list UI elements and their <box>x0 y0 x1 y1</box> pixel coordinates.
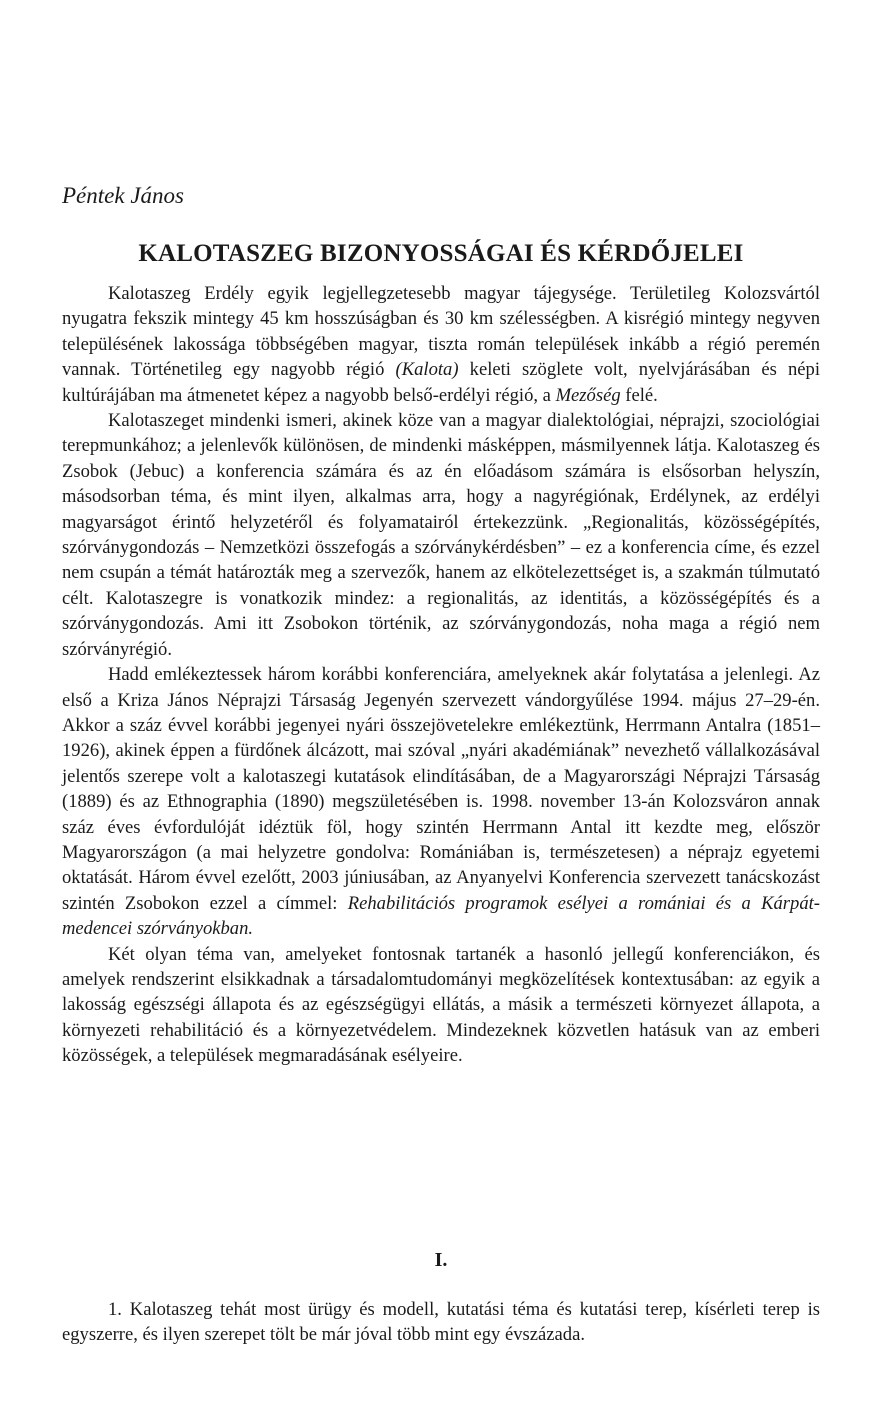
article-body <box>62 281 820 1069</box>
paragraph-3 <box>62 662 820 941</box>
section-paragraph-1: 1. Kalotaszeg tehát most ürügy és modell, kutatási téma és kutatási terep, kísérleti terep is egyszerre, és ilyen szerepet tölt be már jóval több mint egy évszázada. <box>62 1299 820 1346</box>
paragraph-1-italic-kalota: (Kalota) <box>395 359 459 381</box>
paragraph-3-text: Hadd emlékeztessek három korábbi konferenciára, amelyeknek akár folytatása a jelenlegi. Az első a Kriza János Néprajzi Társaság Jegenyén szervezett vándorgyűlése 1994. május 27–29-én. Akkor a száz évvel korábbi jegenyei nyári összejövetelekre emlékeztünk, Herrmann Antalra (1851–1926), akinek éppen a fürdőnek álcázott, mai szóval „nyári akadémiának” nevezhető vállalkozásával jelentős szerepe volt a kalotaszegi kutatások elindításában, de a Magyarországi Néprajzi Társaság (1889) és az Ethnographia (1890) megszületésében is. 1998. november 13-án Kolozsváron annak száz éves évfordulóját idéztük föl, hogy szintén Herrmann Antal itt kezdte meg, először Magyarországon (a mai helyzetre gondolva: Romániában is, természetesen) a néprajz egyetemi oktatását. Három évvel ezelőtt, 2003 júniusában, az Anyanyelvi Konferencia szervezett tanácskozást szintén Zsobokon ezzel a címmel: <box>62 664 820 914</box>
paragraph-1-text-b: keleti szöglete volt, nyelvjárásában és népi kultúrájában ma átmenetet képez a nagyobb belső-erdélyi régió, a <box>62 359 820 406</box>
paragraph-1-text-c: felé. <box>620 384 658 406</box>
paragraph-1 <box>62 281 820 408</box>
section-heading: I. <box>434 1249 448 1271</box>
author-name: Péntek János <box>62 183 184 208</box>
paragraph-3-italic-title: Rehabilitációs programok esélyei a romániai és a Kárpát-medencei szórványokban. <box>62 892 820 940</box>
paragraph-1-text-a: Kalotaszeg Erdély egyik legjellegzetesebb magyar tájegysége. Területileg Kolozsvártól nyugatra fekszik mintegy 45 km hosszúságban és 30 km szélességben. A kisrégió mintegy negyven településének lakossága többségében magyar, tiszta román települések inkább a régió peremén vannak. Történetileg egy nagyobb régió <box>62 283 820 381</box>
paragraph-2: Kalotaszeget mindenki ismeri, akinek köze van a magyar dialektológiai, néprajzi, szociológiai terepmunkához; a jelenlevők különösen, de mindenki másképpen, másmilyennek látja. Kalotaszeg és Zsobok (Jebuc) a konferencia számára és az én előadásom számára is elsősorban helyszín, másodsorban téma, és mint ilyen, alkalmas arra, hogy a nagyrégiónak, Erdélynek, az erdélyi magyarságot érintő helyzetéről és folyamatairól értekezzünk. „Regionalitás, közösségépítés, szórványgondozás – Nemzetközi összefogás a szórványkérdésben” – ez a konferencia címe, és ezzel nem csupán a témát határozták meg a szervezők, hanem az elkötelezettséget is, a szakmán túlmutató célt. Kalotaszegre is vonatkozik mindez: a regionalitás, az identitás, a közösségépítés és a szórványgondozás. Ami itt Zsobokon történik, az szórványgondozás, noha maga a régió nem szórványrégió. <box>62 410 820 660</box>
paragraph-1-italic-mezoseg: Mezőség <box>555 384 621 406</box>
section-body <box>62 1297 820 1348</box>
paragraph-4: Két olyan téma van, amelyeket fontosnak tartanék a hasonló jellegű konferenciákon, és amelyek rendszerint elsikkadnak a társadalomtudományi megközelítések kontextusában: az egyik a lakosság egészségi állapota és az egészségügyi ellátás, a másik a természeti környezet állapota, a környezeti rehabilitáció és a környezetvédelem. Mindezeknek közvetlen hatásuk van az emberi közösségek, a települések megmaradásának esélyeire. <box>62 943 820 1067</box>
article-title: KALOTASZEG BIZONYOSSÁGAI ÉS KÉRDŐJELEI <box>138 240 744 267</box>
